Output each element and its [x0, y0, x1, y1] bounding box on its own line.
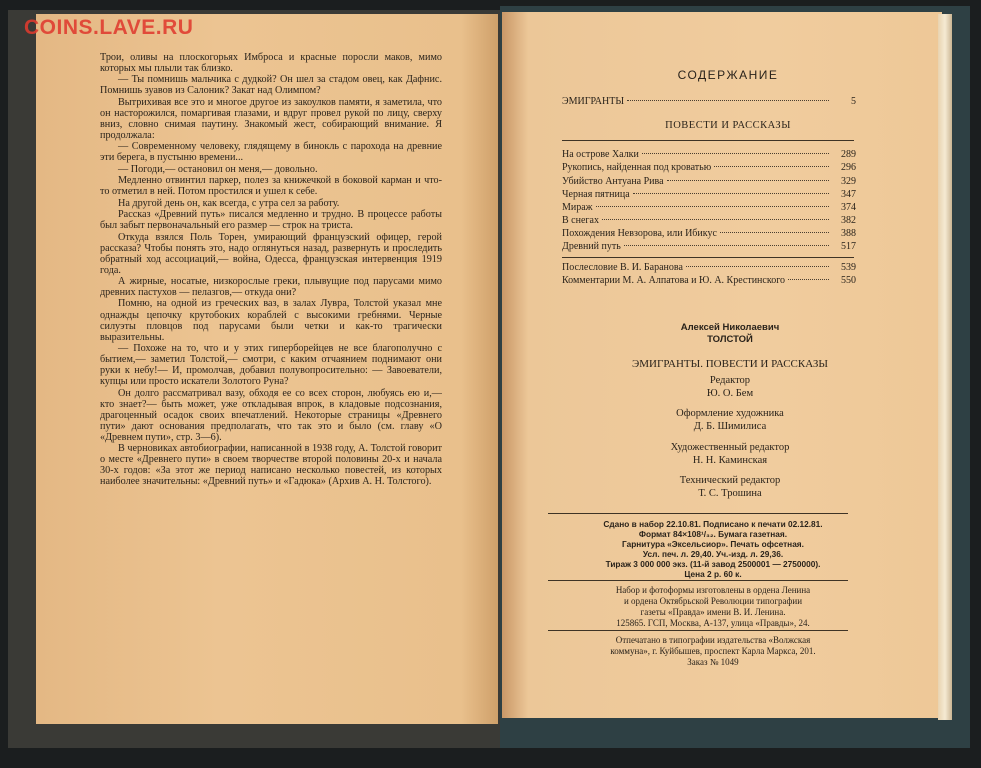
paragraph: А жирные, носатые, низкорослые греки, плывущие под парусами мимо древних пастухов — пелазгов,— откуда они?: [100, 276, 442, 299]
divider-rule: [548, 513, 848, 514]
paragraph: Вытрихивая все это и многое другое из закоулков памяти, я заметила, что он насторожился, помаргивая глазами, и вдруг провел рукой по лицу, сверху вниз, словно снимая паутину. Знакомый жест, собирающий внимание. Я продолжала:: [100, 96, 442, 142]
imprint-line: Гарнитура «Эксельсиор». Печать офсетная.: [622, 539, 804, 549]
leader-dots: [642, 153, 829, 154]
toc-entry-title: ЭМИГРАНТЫ: [562, 96, 625, 107]
toc-entry-page: 5: [851, 96, 856, 107]
toc-entry-page: 539: [841, 262, 856, 273]
paragraph: В черновиках автобиографии, написанной в 1938 году, А. Толстой говорит о месте «Древнего пути» в своем творчестве второй половины 20-х и начала 30-х годов: «За этот же период написано несколько повестей, из которых наиболее значительны: «Древний путь» и «Гадюка» (Архив А. Н. Толстого).: [100, 443, 442, 488]
book-title: ЭМИГРАНТЫ. ПОВЕСТИ И РАССКАЗЫ: [631, 358, 829, 370]
paragraph: Рассказ «Древний путь» писался медленно и трудно. В процессе работы был забыт первоначальный его размер — строк на триста.: [100, 209, 442, 232]
paragraph: Откуда взялся Поль Торен, умирающий французский офицер, герой рассказа? Чтобы понять это, надо оглянуться назад, развернуть и проследить обратный ход ассоциаций,— война, Одесса, французская интервенция 1919 года.: [100, 231, 442, 276]
leader-dots: [714, 166, 829, 167]
toc-entry-title: Убийство Антуана Рива: [562, 176, 664, 187]
toc-entry-title: Похождения Невзорова, или Ибикус: [562, 228, 717, 239]
credit-role: Технический редактор: [679, 475, 781, 486]
paragraph: Помню, на одной из греческих ваз, в залах Лувра, Толстой указал мне однажды цепочку крутобоких кораблей с высокими гребнями. Черные силуэты пловцов под парусами были четки и как-то трагически выразительны.: [100, 298, 442, 343]
imprint-line: Сдано в набор 22.10.81. Подписано к печати 02.12.81.: [603, 519, 823, 529]
leader-dots: [633, 193, 829, 194]
printing-line: и ордена Октябрьской Революции типографии: [623, 596, 803, 606]
leader-dots: [667, 180, 829, 181]
imprint-line: Цена 2 р. 60 к.: [684, 569, 742, 579]
author-name: Алексей Николаевич: [680, 322, 780, 333]
toc-entry: [562, 96, 856, 107]
divider-rule: [548, 580, 848, 581]
leader-dots: [627, 100, 829, 101]
toc-entry: [562, 262, 856, 273]
toc-entry-title: Древний путь: [562, 241, 621, 252]
credit-role: Оформление художника: [676, 408, 784, 419]
toc-entry: [562, 275, 856, 286]
divider-rule: [562, 140, 854, 141]
paragraph: — Ты помнишь мальчика с дудкой? Он шел за стадом овец, как Дафнис. Помнишь зуавов из Салоник? Закат над Олимпом?: [100, 74, 442, 97]
credit-name: Ю. О. Бем: [706, 388, 754, 399]
toc-entry-page: 329: [841, 176, 856, 187]
print-house-line: Отпечатано в типографии издательства «Волжская: [615, 635, 811, 645]
paragraph: На другой день он, как всегда, с утра сел за работу.: [118, 197, 340, 209]
print-house-line: коммуна», г. Куйбышев, проспект Карла Маркса, 201.: [610, 646, 816, 656]
credit-name: Д. Б. Шимилиса: [693, 421, 767, 432]
paragraph: Он долго рассматривал вазу, обходя ее со всех сторон, любуясь ею и,— кто знает?— быть может, уже откладывая впрок, в кладовые подсознания, драгоценный осадок своих впечатлений. Некоторые страницы «Древнего пути» дают основания предполагать, что так это и было (см. главу «О «Древнем пути», стр. 3—6).: [100, 387, 442, 443]
toc-entry-title: На острове Халки: [562, 149, 639, 160]
printing-line: газеты «Правда» имени В. И. Ленина.: [640, 607, 786, 617]
toc-entry-page: 374: [841, 202, 856, 213]
toc-entry-page: 289: [841, 149, 856, 160]
toc-entry: [562, 215, 856, 226]
toc-entry: [562, 241, 856, 252]
paragraph: Трои, оливы на плоскогорьях Имброса и красные поросли маков, мимо которых мы плыли так близко.: [100, 52, 442, 75]
contents-heading: СОДЕРЖАНИЕ: [677, 68, 779, 82]
leader-dots: [686, 266, 829, 267]
credit-name: Н. Н. Каминская: [692, 455, 768, 466]
toc-entry-page: 550: [841, 275, 856, 286]
imprint-line: Формат 84×108¹/₃₂. Бумага газетная.: [638, 529, 788, 539]
left-page-text: [100, 52, 442, 488]
watermark-text: COINS.LAVE.RU: [24, 16, 194, 39]
author-surname: ТОЛСТОЙ: [707, 334, 753, 345]
credit-role: Редактор: [709, 375, 751, 386]
imprint-line: Тираж 3 000 000 экз. (11-й завод 2500001 — 2750000).: [605, 559, 821, 569]
toc-entry: [562, 189, 856, 200]
credit-role: Художественный редактор: [670, 442, 790, 453]
paragraph: Медленно отвинтил паркер, полез за книжечкой в боковой карман и что-то отметил в ней. Потом простился и ушел к себе.: [100, 175, 442, 198]
toc-entry: [562, 202, 856, 213]
toc-entry-page: 347: [841, 189, 856, 200]
toc-entry: [562, 162, 856, 173]
toc-entry-page: 388: [841, 228, 856, 239]
toc-entry: [562, 149, 856, 160]
toc-entry-title: Послесловие В. И. Баранова: [562, 262, 683, 273]
credit-name: Т. С. Трошина: [698, 488, 762, 499]
toc-entry-title: Черная пятница: [562, 189, 630, 200]
toc-entry: [562, 228, 856, 239]
toc-entry-title: Комментарии М. А. Алпатова и Ю. А. Крестинского: [562, 275, 786, 286]
printing-line: Набор и фотоформы изготовлены в ордена Ленина: [615, 585, 811, 595]
print-house-line: Заказ № 1049: [687, 657, 739, 667]
divider-rule: [562, 257, 854, 258]
leader-dots: [720, 232, 829, 233]
leader-dots: [624, 245, 829, 246]
toc-entry-page: 517: [841, 241, 856, 252]
toc-entry-title: Мираж: [562, 202, 593, 213]
page-edges: [938, 14, 952, 720]
leader-dots: [788, 279, 829, 280]
leader-dots: [596, 206, 829, 207]
divider-rule: [548, 630, 848, 631]
toc-entry-title: Рукопись, найденная под кроватью: [562, 162, 712, 173]
toc-entry: [562, 176, 856, 187]
paragraph: — Похоже на то, что и у этих гиперборейцев не все благополучно с бытием,— заметил Толстой,— смотри, с каким отчаянием поднимают они руки к небу!— И, промолчав, добавил полувопросительно: — Завоеватели, купцы или просто искатели Золотого Руна?: [100, 343, 442, 388]
paragraph: — Погоди,— остановил он меня,— довольно.: [118, 163, 318, 175]
imprint-line: Усл. печ. л. 29,40. Уч.-изд. л. 29,36.: [642, 549, 784, 559]
printing-line: 125865. ГСП, Москва, А-137, улица «Правды», 24.: [616, 618, 810, 628]
toc-entry-page: 296: [841, 162, 856, 173]
leader-dots: [602, 219, 829, 220]
toc-entry-title: В снегах: [562, 215, 599, 226]
section-heading: ПОВЕСТИ И РАССКАЗЫ: [665, 120, 791, 131]
paragraph: — Современному человеку, глядящему в бинокль с парохода на древние эти берега, в пустыню времени...: [100, 141, 442, 164]
toc-entry-page: 382: [841, 215, 856, 226]
